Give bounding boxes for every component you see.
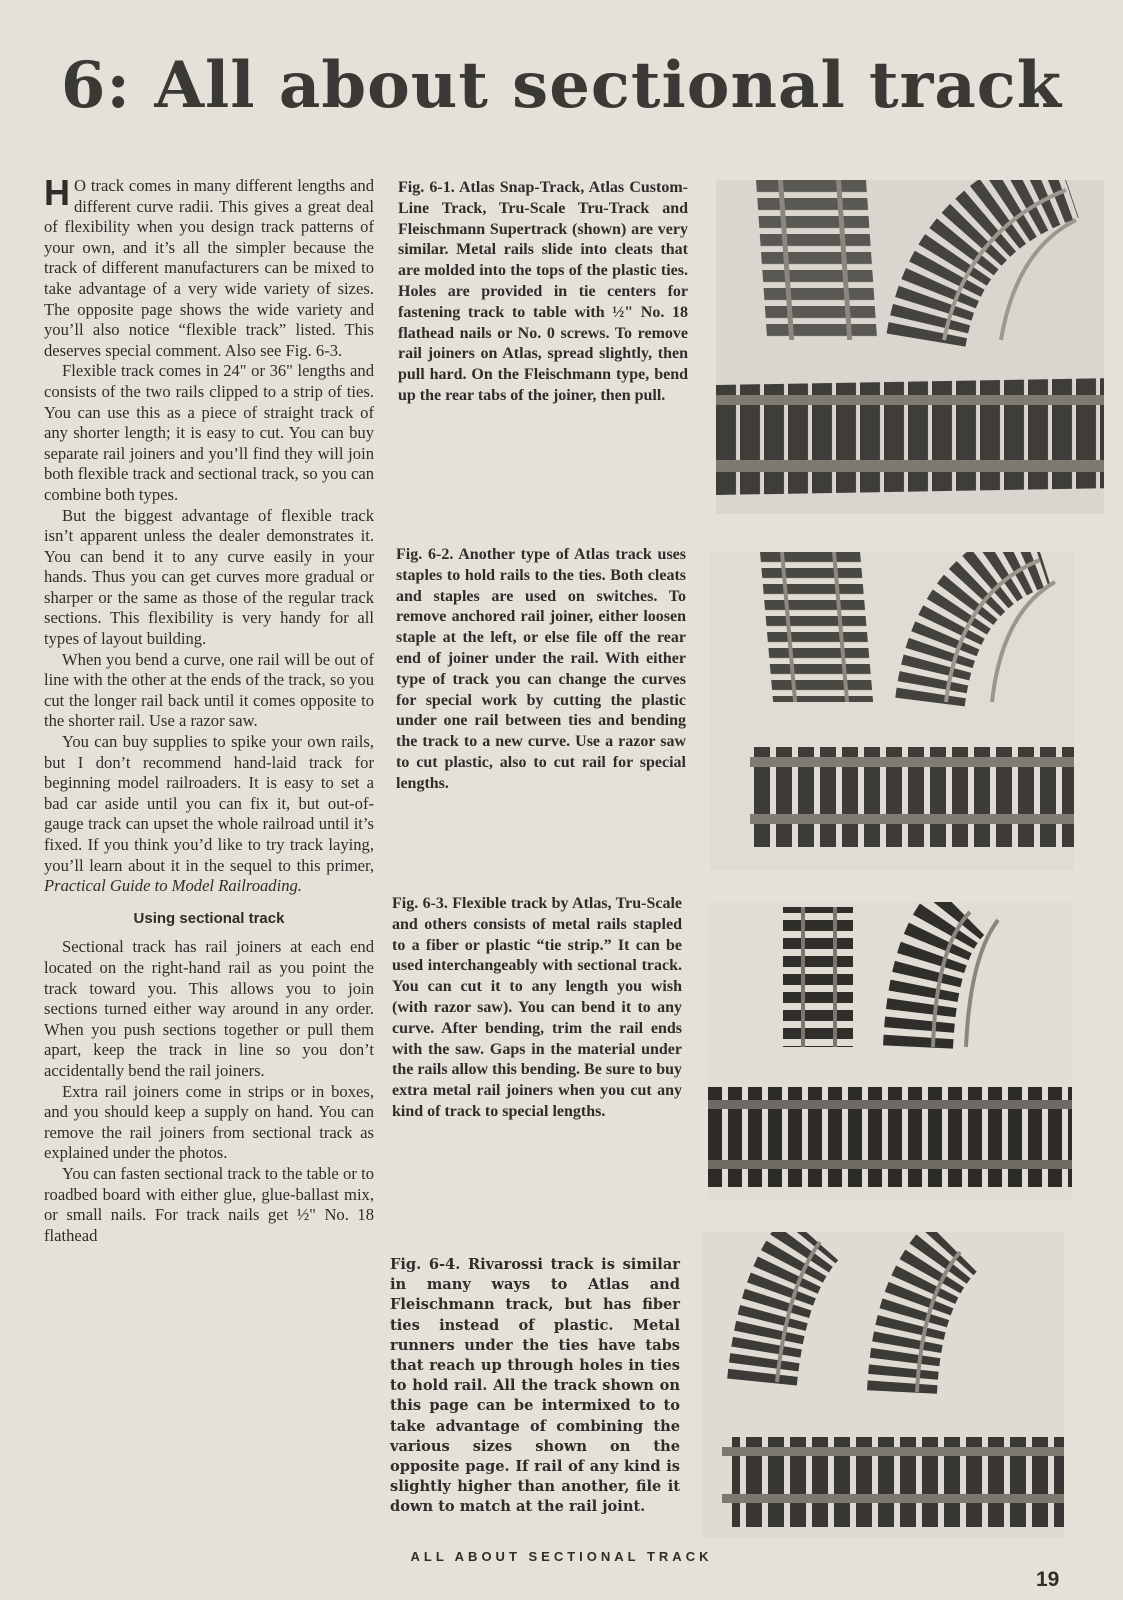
book-title: Practical Guide to Model Railroading. — [44, 876, 302, 896]
paragraph: Sectional track has rail joiners at each end located on the right-hand rail as you point the track toward you. This allows you to join sections turned either way around in any order. When you push sections together or pull them apart, keep the track in line so you don’t accidentally bend the rail joiners. — [44, 937, 374, 1080]
section-heading: Using sectional track — [133, 909, 285, 927]
track-photo-fig-6-1 — [716, 180, 1104, 514]
drop-cap: H — [44, 172, 70, 213]
figure-caption-6-1: Fig. 6-1. Atlas Snap-Track, Atlas Custom-Line Track, Tru-Scale Tru-Track and Fleischmann Supertrack (shown) are very similar. Metal rails slide into cleats that are molded into the tops of the plastic ties. Holes are provided in tie centers for fastening track to table with ½" No. 18 flathead nails or No. 0 screws. To remove rail joiners on Atlas, spread slightly, then pull hard. On the Fleischmann type, bend up the rear tabs of the joiner, then pull. — [398, 179, 688, 404]
running-footer: ALL ABOUT SECTIONAL TRACK — [410, 1549, 713, 1564]
paragraph: Flexible track comes in 24" or 36" lengths and consists of the two rails clipped to a strip of ties. You can use this as a piece of straight track of any shorter length; it is easy to cut. You can buy separate rail joiners and you’ll find they will join both flexible track and sectional track, so you can combine both types. — [44, 361, 374, 504]
body-column — [44, 172, 374, 1246]
figure-caption-6-4: Fig. 6-4. Rivarossi track is similar in many ways to Atlas and Fleischmann track, but has fiber ties instead of plastic. Metal runners under the ties have tabs that reach up through holes in ties to hold rail. All the track shown on this page can be intermixed to to take advantage of combining the various sizes shown on the opposite page. If rail of any kind is slightly higher than another, file it down to match at the rail joint. — [390, 1256, 680, 1516]
figure-caption-6-2: Fig. 6-2. Another type of Atlas track uses staples to hold rails to the ties. Both cleats and staples are used on switches. To remove anchored rail joiner, either loosen staple at the left, or else file off the rear end of joiner under the rail. With either type of track you can change the curves for special work by cutting the plastic under one rail between ties and bending the track to a new curve. Use a razor saw to cut plastic, also to cut rail for special lengths. — [396, 546, 686, 792]
paragraph: But the biggest advantage of flexible track isn’t apparent unless the dealer demonstrates it. You can bend it to any curve easily in your hands. Thus you can get curves more gradual or sharper or the same as those of the regular track sections. This flexibility is very handy for all types of layout building. — [44, 505, 374, 649]
sectional-track-image — [716, 180, 1104, 514]
track-photo-fig-6-2 — [710, 552, 1074, 870]
page-title: 6: All about sectional track — [60, 48, 1063, 123]
paragraph: Extra rail joiners come in strips or in boxes, and you should keep a supply on hand. You can remove the rail joiners from sectional track as explained under the photos. — [44, 1081, 374, 1163]
paragraph: H O track comes in many different lengths and different curve radii. This gives a great deal of flexibility when you design track patterns of your own, and it’s all the simpler because the track of different manufacturers can be mixed to take advantage of a very wide variety of sizes. The opposite page shows the wide variety and you’ll also notice “flexible track” listed. This deserves special comment. Also see Fig. 6-3. — [44, 172, 374, 360]
track-photo-fig-6-3 — [708, 902, 1072, 1200]
flexible-track-image — [708, 902, 1072, 1200]
stapled-track-image — [710, 552, 1074, 870]
rivarossi-track-image — [702, 1232, 1064, 1538]
paragraph: When you bend a curve, one rail will be out of line with the other at the ends of the track, so you cut the longer rail back until it comes opposite to the shorter rail. Use a razor saw. — [44, 649, 374, 731]
paragraph: You can fasten sectional track to the table or to roadbed board with either glue, glue-ballast mix, or small nails. For track nails get ½" No. 18 flathead — [44, 1163, 374, 1245]
track-photo-fig-6-4 — [702, 1232, 1064, 1538]
figure-caption-6-3: Fig. 6-3. Flexible track by Atlas, Tru-Scale and others consists of metal rails stapled to a fiber or plastic “tie strip.” It can be used interchangeably with sectional track. You can cut it to any length you wish (with razor saw). You can bend it to any curve. After bending, trim the rail ends with the saw. Gaps in the material under the rails allow this bending. Be sure to buy extra metal rail joiners when you cut any kind of track to special lengths. — [392, 895, 682, 1120]
page-number: 19 — [1036, 1568, 1060, 1591]
paragraph: You can buy supplies to spike your own rails, but I don’t recommend hand-laid track for beginning model railroaders. It is easy to set a bad car aside until you can fix it, but out-of-gauge track can upset the whole railroad until it’s fixed. If you think you’d like to try track laying, you’ll learn about it in the sequel to this primer, Practical Guide to Model Railroading. — [44, 732, 374, 896]
